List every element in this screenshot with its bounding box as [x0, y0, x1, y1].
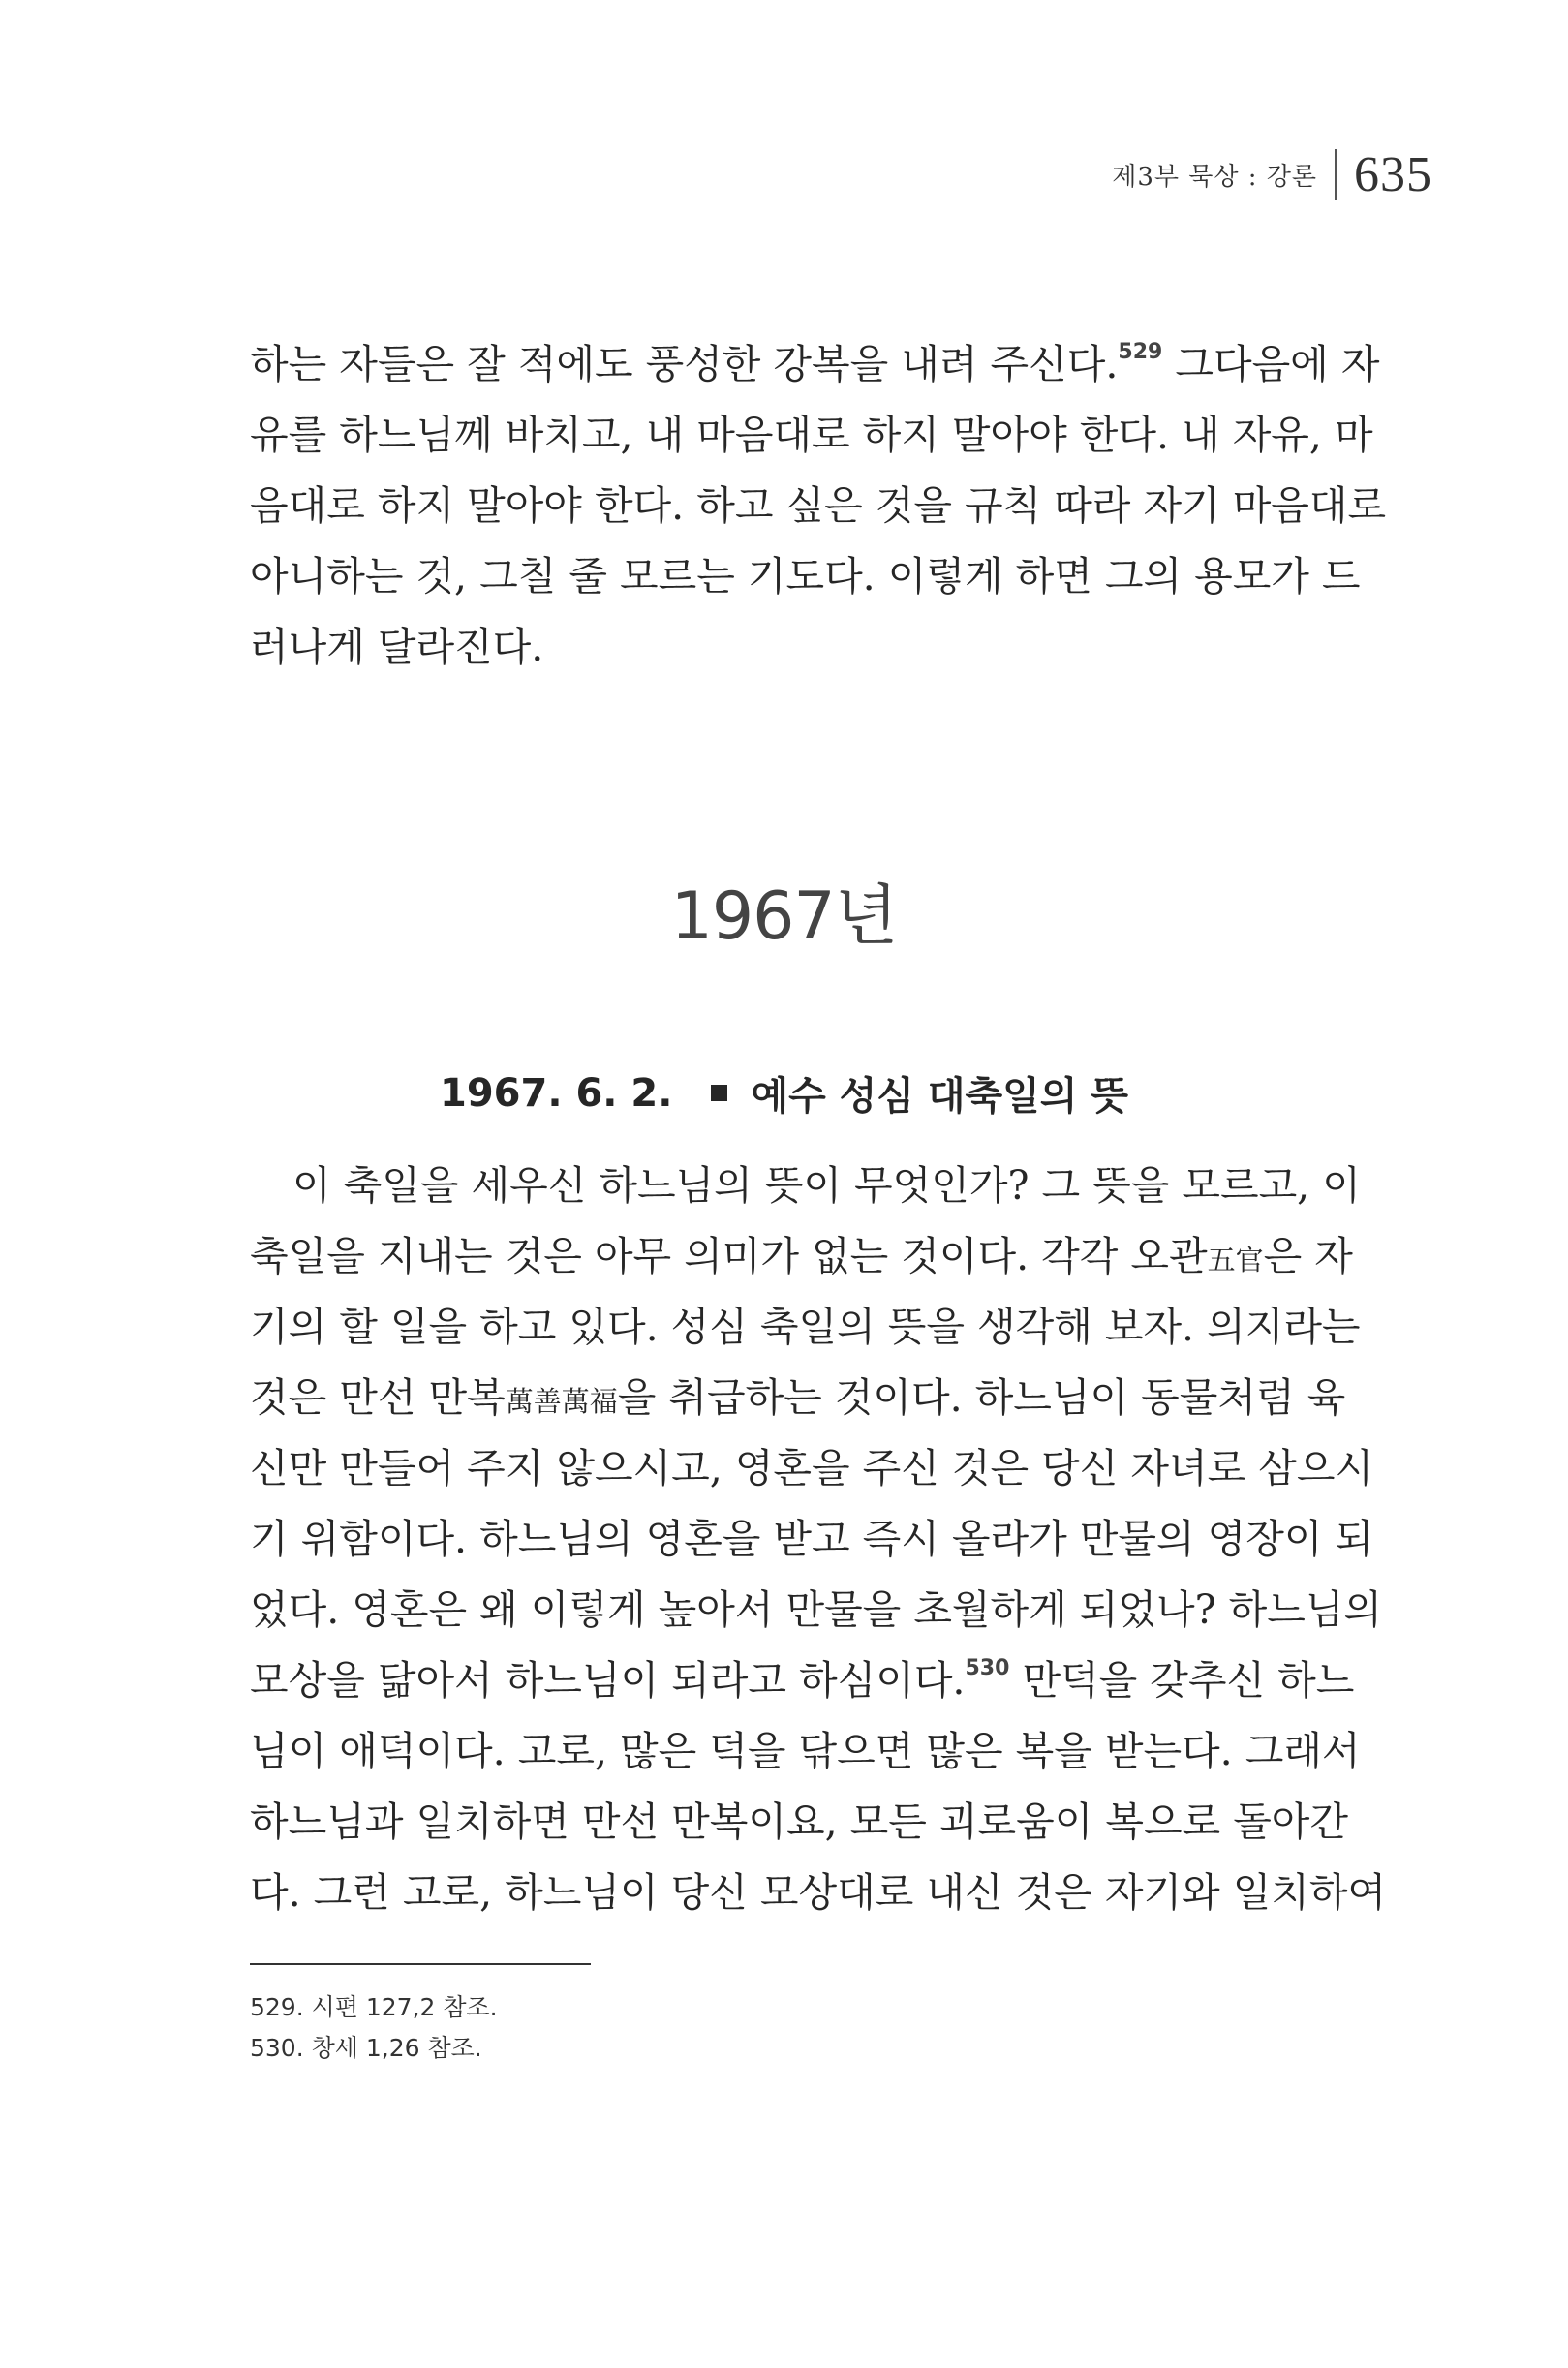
- header-divider: [1335, 149, 1337, 200]
- paragraph-line: 님이 애덕이다. 고로, 많은 덕을 닦으면 많은 복을 받는다. 그래서: [250, 1728, 1361, 1774]
- paragraph-line: 음대로 하지 말아야 한다. 하고 싶은 것을 규칙 따라 자기 마음대로: [250, 482, 1387, 529]
- entry-title: 예수 성심 대축일의 뜻: [751, 1074, 1128, 1119]
- square-bullet-icon: [711, 1085, 727, 1101]
- paragraph-line: 유를 하느님께 바치고, 내 마음대로 하지 말아야 한다. 내 자유, 마: [250, 412, 1373, 458]
- paragraph-line: 신만 만들어 주지 않으시고, 영혼을 주신 것은 당신 자녀로 삼으시: [250, 1445, 1374, 1492]
- paragraph-line: 이 축일을 세우신 하느님의 뜻이 무엇인가? 그 뜻을 모르고, 이: [292, 1162, 1361, 1209]
- footnote-530: 530. 창세 1,26 참조.: [250, 2034, 482, 2062]
- paragraph-line: 기 위함이다. 하느님의 영혼을 받고 즉시 올라가 만물의 영장이 되: [250, 1516, 1374, 1562]
- paragraph-line: 아니하는 것, 그칠 줄 모르는 기도다. 이렇게 하면 그의 용모가 드: [250, 553, 1361, 600]
- hanja-annotation: 五官: [1207, 1244, 1264, 1276]
- paragraph-line: 축일을 지내는 것은 아무 의미가 없는 것이다. 각각 오관五官은 자: [250, 1233, 1353, 1279]
- running-header: [1112, 145, 1432, 203]
- footnote-ref-529[interactable]: 529: [1118, 340, 1163, 364]
- intro-paragraph: [250, 329, 1387, 683]
- paragraph-line: 었다. 영혼은 왜 이렇게 높아서 만물을 초월하게 되었나? 하느님의: [250, 1586, 1383, 1633]
- hanja-annotation: 萬善萬福: [505, 1385, 618, 1418]
- footnotes: [250, 1987, 498, 2069]
- paragraph-line: 것은 만선 만복萬善萬福을 취급하는 것이다. 하느님이 동물처럼 육: [250, 1374, 1346, 1421]
- entry-date: 1967. 6. 2.: [440, 1070, 673, 1116]
- paragraph-line: 기의 할 일을 하고 있다. 성심 축일의 뜻을 생각해 보자. 의지라는: [250, 1304, 1361, 1350]
- entry-paragraph: [250, 1151, 1387, 1928]
- paragraph-line: 모상을 닮아서 하느님이 되라고 하심이다.$^{530}$ 만덕을 갖추신 하느: [250, 1656, 1355, 1704]
- page-number: 635: [1354, 146, 1432, 202]
- paragraph-line: 하느님과 일치하면 만선 만복이요, 모든 괴로움이 복으로 돌아간: [250, 1799, 1349, 1845]
- section-title: 제3부 묵상 : 강론: [1112, 162, 1317, 192]
- paragraph-line: 하는 자들은 잘 적에도 풍성한 강복을 내려 주신다.$^{529}$ 그다음에 자: [250, 340, 1380, 387]
- footnote-ref-530[interactable]: 530: [965, 1656, 1010, 1680]
- footnote-divider: [250, 1963, 591, 1965]
- paragraph-line: 러나게 달라진다.: [250, 624, 544, 670]
- entry-heading: [0, 1065, 1568, 1121]
- footnote-529: 529. 시편 127,2 참조.: [250, 1993, 498, 2021]
- year-heading: 1967년: [670, 878, 898, 955]
- paragraph-line: 다. 그런 고로, 하느님이 당신 모상대로 내신 것은 자기와 일치하여: [250, 1869, 1387, 1916]
